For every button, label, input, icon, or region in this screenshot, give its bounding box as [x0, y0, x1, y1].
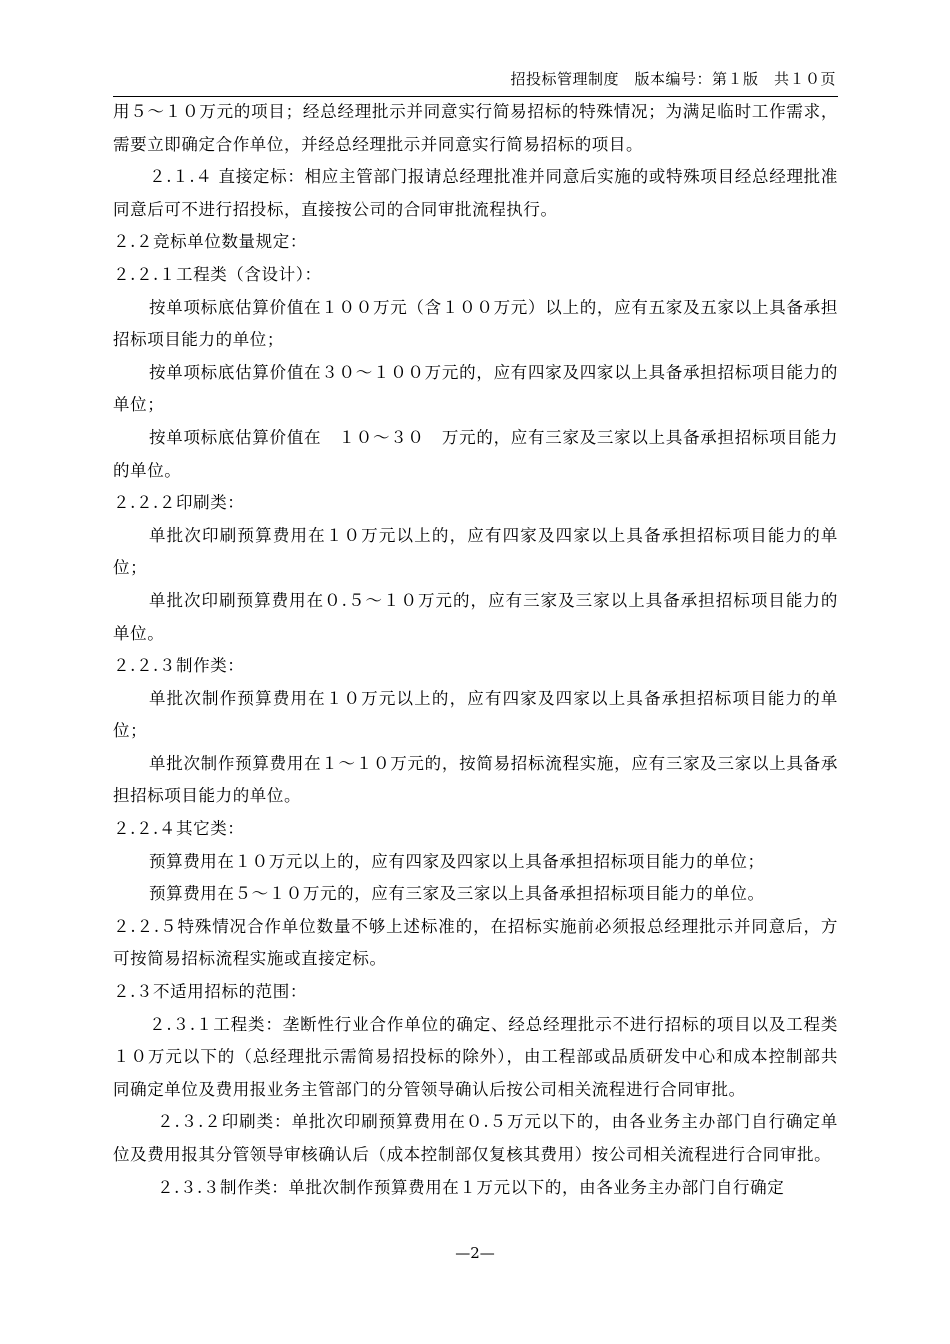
paragraph-engineering-100: 按单项标底估算价值在１００万元（含１００万元）以上的，应有五家及五家以上具备承担招标项目能力的单位； [113, 297, 838, 350]
section-heading-2-3: ２.３不适用招标的范围： [113, 982, 307, 1002]
paragraph-2-3-3: ２.３.３制作类：单批次制作预算费用在１万元以下的，由各业务主办部门自行确定 [157, 1177, 785, 1197]
document-body [113, 96, 838, 1204]
section-heading-2-2: ２.２竞标单位数量规定： [113, 232, 307, 252]
paragraph-other-5-10: 预算费用在５～１０万元的，应有三家及三家以上具备承担招标项目能力的单位。 [149, 884, 765, 904]
paragraph-continuation: 用５～１０万元的项目；经总经理批示并同意实行简易招标的特殊情况；为满足临时工作需求，需要立即确定合作单位，并经总经理批示并同意实行简易招标的项目。 [113, 102, 838, 154]
paragraph-other-10: 预算费用在１０万元以上的，应有四家及四家以上具备承担招标项目能力的单位； [149, 851, 765, 871]
paragraph-printing-10: 单批次印刷预算费用在１０万元以上的，应有四家及四家以上具备承担招标项目能力的单位； [113, 525, 838, 578]
page-header [113, 64, 838, 97]
section-heading-2-2-2: ２.２.２印刷类： [113, 493, 245, 513]
paragraph-production-10: 单批次制作预算费用在１０万元以上的，应有四家及四家以上具备承担招标项目能力的单位； [113, 688, 838, 741]
paragraph-production-1-10: 单批次制作预算费用在１～１０万元的，按简易招标流程实施，应有三家及三家以上具备承担招标项目能力的单位。 [113, 753, 838, 806]
paragraph-printing-05-10: 单批次印刷预算费用在０.５～１０万元的，应有三家及三家以上具备承担招标项目能力的单位。 [113, 590, 838, 643]
section-heading-2-2-4: ２.２.４其它类： [113, 819, 245, 839]
paragraph-engineering-10-30: 按单项标底估算价值在 １０～３０ 万元的，应有三家及三家以上具备承担招标项目能力的单位。 [113, 427, 838, 480]
section-heading-2-2-3: ２.２.３制作类： [113, 656, 245, 676]
paragraph-engineering-30-100: 按单项标底估算价值在３０～１００万元的，应有四家及四家以上具备承担招标项目能力的单位； [113, 362, 838, 415]
header-title: 招投标管理制度 版本编号：第１版 共１０页 [510, 70, 836, 88]
paragraph-2-2-5: ２.２.５特殊情况合作单位数量不够上述标准的，在招标实施前必须报总经理批示并同意后，方可按简易招标流程实施或直接定标。 [113, 916, 838, 969]
section-heading-2-2-1: ２.２.１工程类（含设计）： [113, 264, 322, 284]
paragraph-2-3-2: ２.３.２印刷类：单批次印刷预算费用在０.５万元以下的，由各业务主办部门自行确定单位及费用报其分管领导审核确认后（成本控制部仅复核其费用）按公司相关流程进行合同审批。 [113, 1112, 838, 1164]
paragraph-2-1-4: ２.１.４ 直接定标：相应主管部门报请总经理批准并同意后实施的或特殊项目经总经理批准同意后可不进行招投标，直接按公司的合同审批流程执行。 [113, 167, 838, 219]
page-number: —2— [455, 1244, 495, 1262]
paragraph-2-3-1: ２.３.１工程类：垄断性行业合作单位的确定、经总经理批示不进行招标的项目以及工程类１０万元以下的（总经理批示需简易招投标的除外），由工程部或品质研发中心和成本控制部共同确定单位及费用报业务主管部门的分管领导确认后按公司相关流程进行合同审批。 [113, 1014, 838, 1099]
